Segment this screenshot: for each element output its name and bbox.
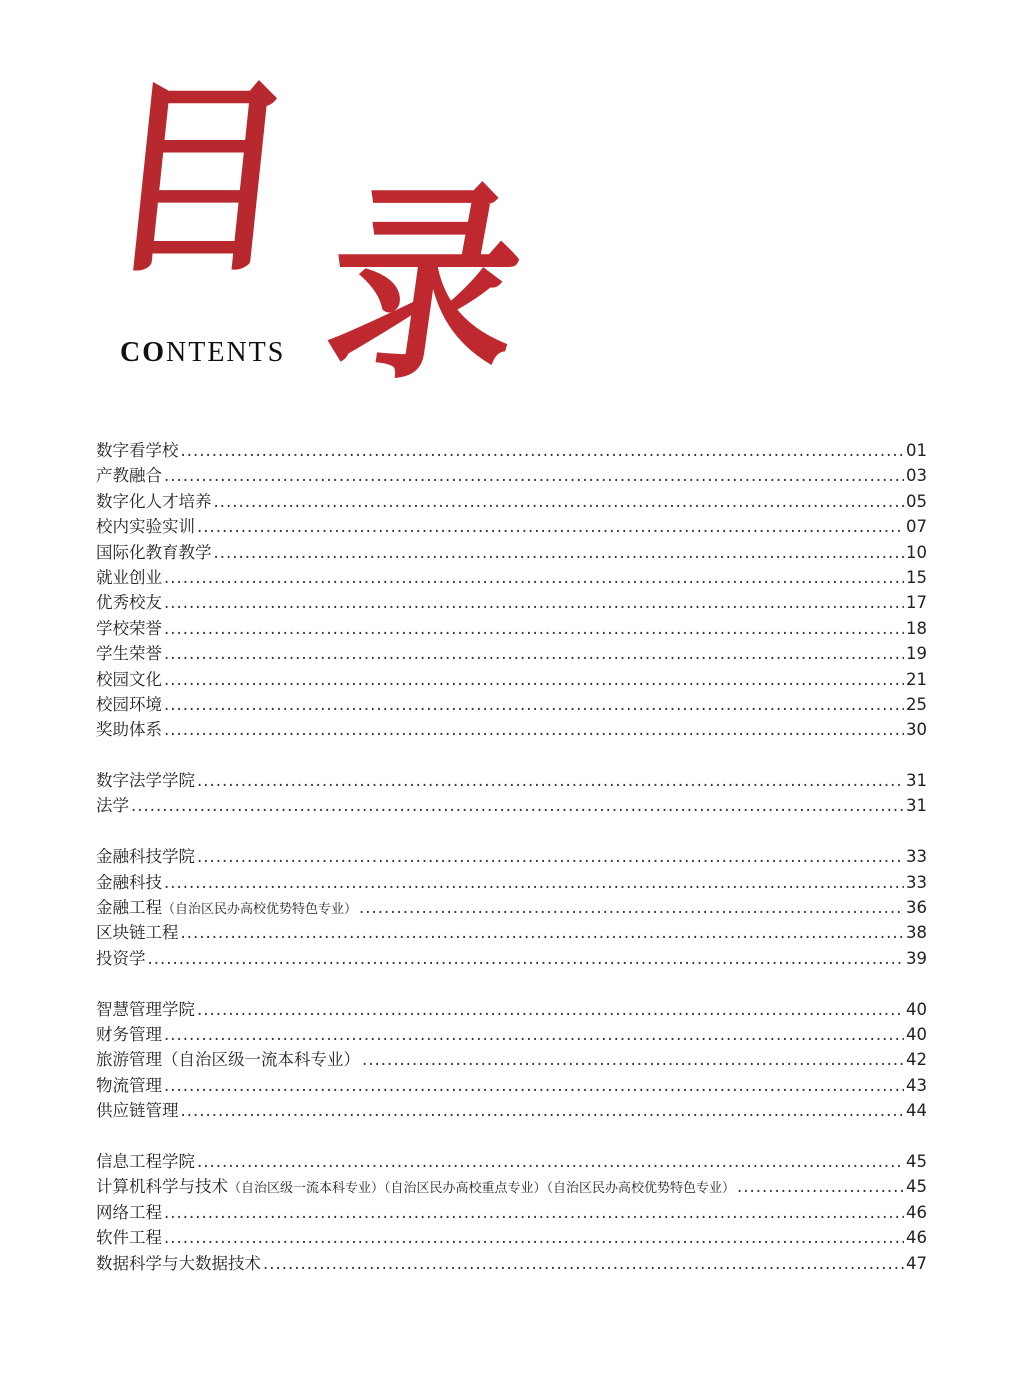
- dot-leader: [181, 923, 905, 942]
- toc-entry[interactable]: [96, 919, 927, 944]
- toc-page-number: 36: [906, 898, 927, 918]
- toc-page-number: 31: [906, 796, 927, 816]
- toc-entry[interactable]: [96, 869, 927, 894]
- toc-title: 数据科学与大数据技术: [96, 1253, 261, 1273]
- toc-entry[interactable]: [96, 1224, 927, 1249]
- dot-leader: [164, 568, 904, 587]
- toc-page-number: 33: [906, 847, 927, 867]
- section-gap: [96, 742, 927, 767]
- toc-page-number: 33: [906, 872, 927, 892]
- dot-leader: [164, 619, 904, 638]
- dot-leader: [263, 1254, 904, 1273]
- toc-page-number: 25: [906, 694, 927, 714]
- dot-leader: [164, 1025, 904, 1044]
- toc-page-number: 15: [906, 567, 927, 587]
- toc-entry[interactable]: [96, 666, 927, 691]
- toc-entry[interactable]: [96, 539, 927, 564]
- toc-title: 金融工程: [96, 898, 162, 918]
- toc-title: 网络工程: [96, 1202, 162, 1222]
- toc-title: 金融科技学院: [96, 847, 195, 867]
- toc-page-number: 10: [906, 542, 927, 562]
- toc-page-number: 19: [906, 644, 927, 664]
- toc-note: （自治区民办高校优势特色专业）: [162, 902, 358, 918]
- toc-title: 旅游管理（自治区级一流本科专业）: [96, 1050, 360, 1070]
- toc-entry[interactable]: [96, 1148, 927, 1173]
- toc-entry[interactable]: [96, 1021, 927, 1046]
- toc-page-number: 47: [906, 1253, 927, 1273]
- toc-page-number: 31: [906, 771, 927, 791]
- toc-title: 奖助体系: [96, 720, 162, 740]
- dot-leader: [131, 796, 904, 815]
- toc-entry[interactable]: [96, 945, 927, 970]
- toc-title: 投资学: [96, 948, 146, 968]
- toc-entry[interactable]: [96, 1199, 927, 1224]
- toc-entry[interactable]: [96, 1097, 927, 1122]
- toc-title: 软件工程: [96, 1228, 162, 1248]
- table-of-contents: [96, 437, 927, 1275]
- toc-page-number: 38: [906, 923, 927, 943]
- dot-leader: [197, 1152, 904, 1171]
- heading-english-rest: NTENTS: [166, 337, 286, 368]
- toc-title: 校园环境: [96, 694, 162, 714]
- toc-page-number: 17: [906, 593, 927, 613]
- toc-page-number: 03: [906, 466, 927, 486]
- toc-entry[interactable]: [96, 564, 927, 589]
- dot-leader: [362, 1050, 904, 1069]
- dot-leader: [164, 695, 904, 714]
- dot-leader: [164, 1203, 904, 1222]
- toc-page-number: 05: [906, 491, 927, 511]
- toc-title: 学校荣誉: [96, 618, 162, 638]
- toc-entry[interactable]: [96, 1173, 927, 1198]
- toc-title: 校内实验实训: [96, 517, 195, 537]
- toc-page-number: 39: [906, 948, 927, 968]
- dot-leader: [164, 466, 904, 485]
- toc-page-number: 18: [906, 618, 927, 638]
- toc-entry[interactable]: [96, 513, 927, 538]
- toc-entry[interactable]: [96, 767, 927, 792]
- toc-entry[interactable]: [96, 1072, 927, 1097]
- toc-entry[interactable]: [96, 716, 927, 741]
- dot-leader: [164, 1228, 904, 1247]
- toc-title: 数字法学学院: [96, 771, 195, 791]
- section-gap: [96, 818, 927, 843]
- toc-page-number: 01: [906, 441, 927, 460]
- toc-page-number: 40: [906, 1024, 927, 1044]
- toc-title: 产教融合: [96, 466, 162, 486]
- toc-title: 数字看学校: [96, 441, 179, 460]
- toc-title: 法学: [96, 796, 129, 816]
- toc-title: 信息工程学院: [96, 1151, 195, 1171]
- heading-english: [120, 337, 285, 369]
- toc-title: 优秀校友: [96, 593, 162, 613]
- toc-title: 校园文化: [96, 669, 162, 689]
- toc-entry[interactable]: [96, 792, 927, 817]
- toc-entry[interactable]: [96, 640, 927, 665]
- toc-entry[interactable]: [96, 437, 927, 462]
- toc-title: 供应链管理: [96, 1101, 179, 1121]
- toc-note: （自治区级一流本科专业）（自治区民办高校重点专业）（自治区民办高校优势特色专业）: [228, 1181, 736, 1197]
- dot-leader: [148, 949, 905, 968]
- toc-page-number: 45: [906, 1177, 927, 1197]
- toc-entry[interactable]: [96, 1250, 927, 1275]
- toc-entry[interactable]: [96, 488, 927, 513]
- toc-page-number: 21: [906, 669, 927, 689]
- toc-title: 金融科技: [96, 872, 162, 892]
- dot-leader: [197, 847, 904, 866]
- toc-title: 数字化人才培养: [96, 491, 212, 511]
- dot-leader: [164, 670, 904, 689]
- toc-title: 智慧管理学院: [96, 999, 195, 1019]
- toc-entry[interactable]: [96, 589, 927, 614]
- toc-title: 国际化教育教学: [96, 542, 212, 562]
- dot-leader: [181, 1101, 905, 1120]
- section-gap: [96, 1123, 927, 1148]
- heading-char-mu: 目: [97, 58, 303, 301]
- toc-page-number: 45: [906, 1151, 927, 1171]
- toc-page-number: 40: [906, 999, 927, 1019]
- toc-entry[interactable]: [96, 894, 927, 919]
- toc-entry[interactable]: [96, 996, 927, 1021]
- contents-heading: [97, 58, 540, 415]
- dot-leader: [359, 898, 904, 917]
- dot-leader: [197, 517, 904, 536]
- dot-leader: [737, 1177, 904, 1196]
- dot-leader: [164, 644, 904, 663]
- toc-title: 计算机科学与技术: [96, 1177, 228, 1197]
- dot-leader: [214, 543, 905, 562]
- toc-entry[interactable]: [96, 843, 927, 868]
- toc-page-number: 46: [906, 1228, 927, 1248]
- toc-page-number: 30: [906, 720, 927, 740]
- dot-leader: [164, 1076, 904, 1095]
- dot-leader: [164, 873, 904, 892]
- dot-leader: [214, 492, 905, 511]
- toc-entry[interactable]: [96, 1046, 927, 1071]
- toc-entry[interactable]: [96, 462, 927, 487]
- heading-char-lu: 录: [312, 161, 538, 408]
- dot-leader: [197, 1000, 904, 1019]
- heading-english-bold: CO: [120, 337, 166, 368]
- toc-page-number: 07: [906, 517, 927, 537]
- section-gap: [96, 970, 927, 995]
- toc-page-number: 46: [906, 1202, 927, 1222]
- toc-page-number: 44: [906, 1101, 927, 1121]
- dot-leader: [197, 771, 904, 790]
- toc-entry[interactable]: [96, 691, 927, 716]
- toc-title: 就业创业: [96, 567, 162, 587]
- toc-page-number: 43: [906, 1075, 927, 1095]
- toc-title: 学生荣誉: [96, 644, 162, 664]
- toc-page-number: 42: [906, 1050, 927, 1070]
- toc-title: 物流管理: [96, 1075, 162, 1095]
- dot-leader: [181, 441, 905, 460]
- toc-title: 区块链工程: [96, 923, 179, 943]
- toc-title: 财务管理: [96, 1024, 162, 1044]
- toc-entry[interactable]: [96, 615, 927, 640]
- dot-leader: [164, 720, 904, 739]
- dot-leader: [164, 593, 904, 612]
